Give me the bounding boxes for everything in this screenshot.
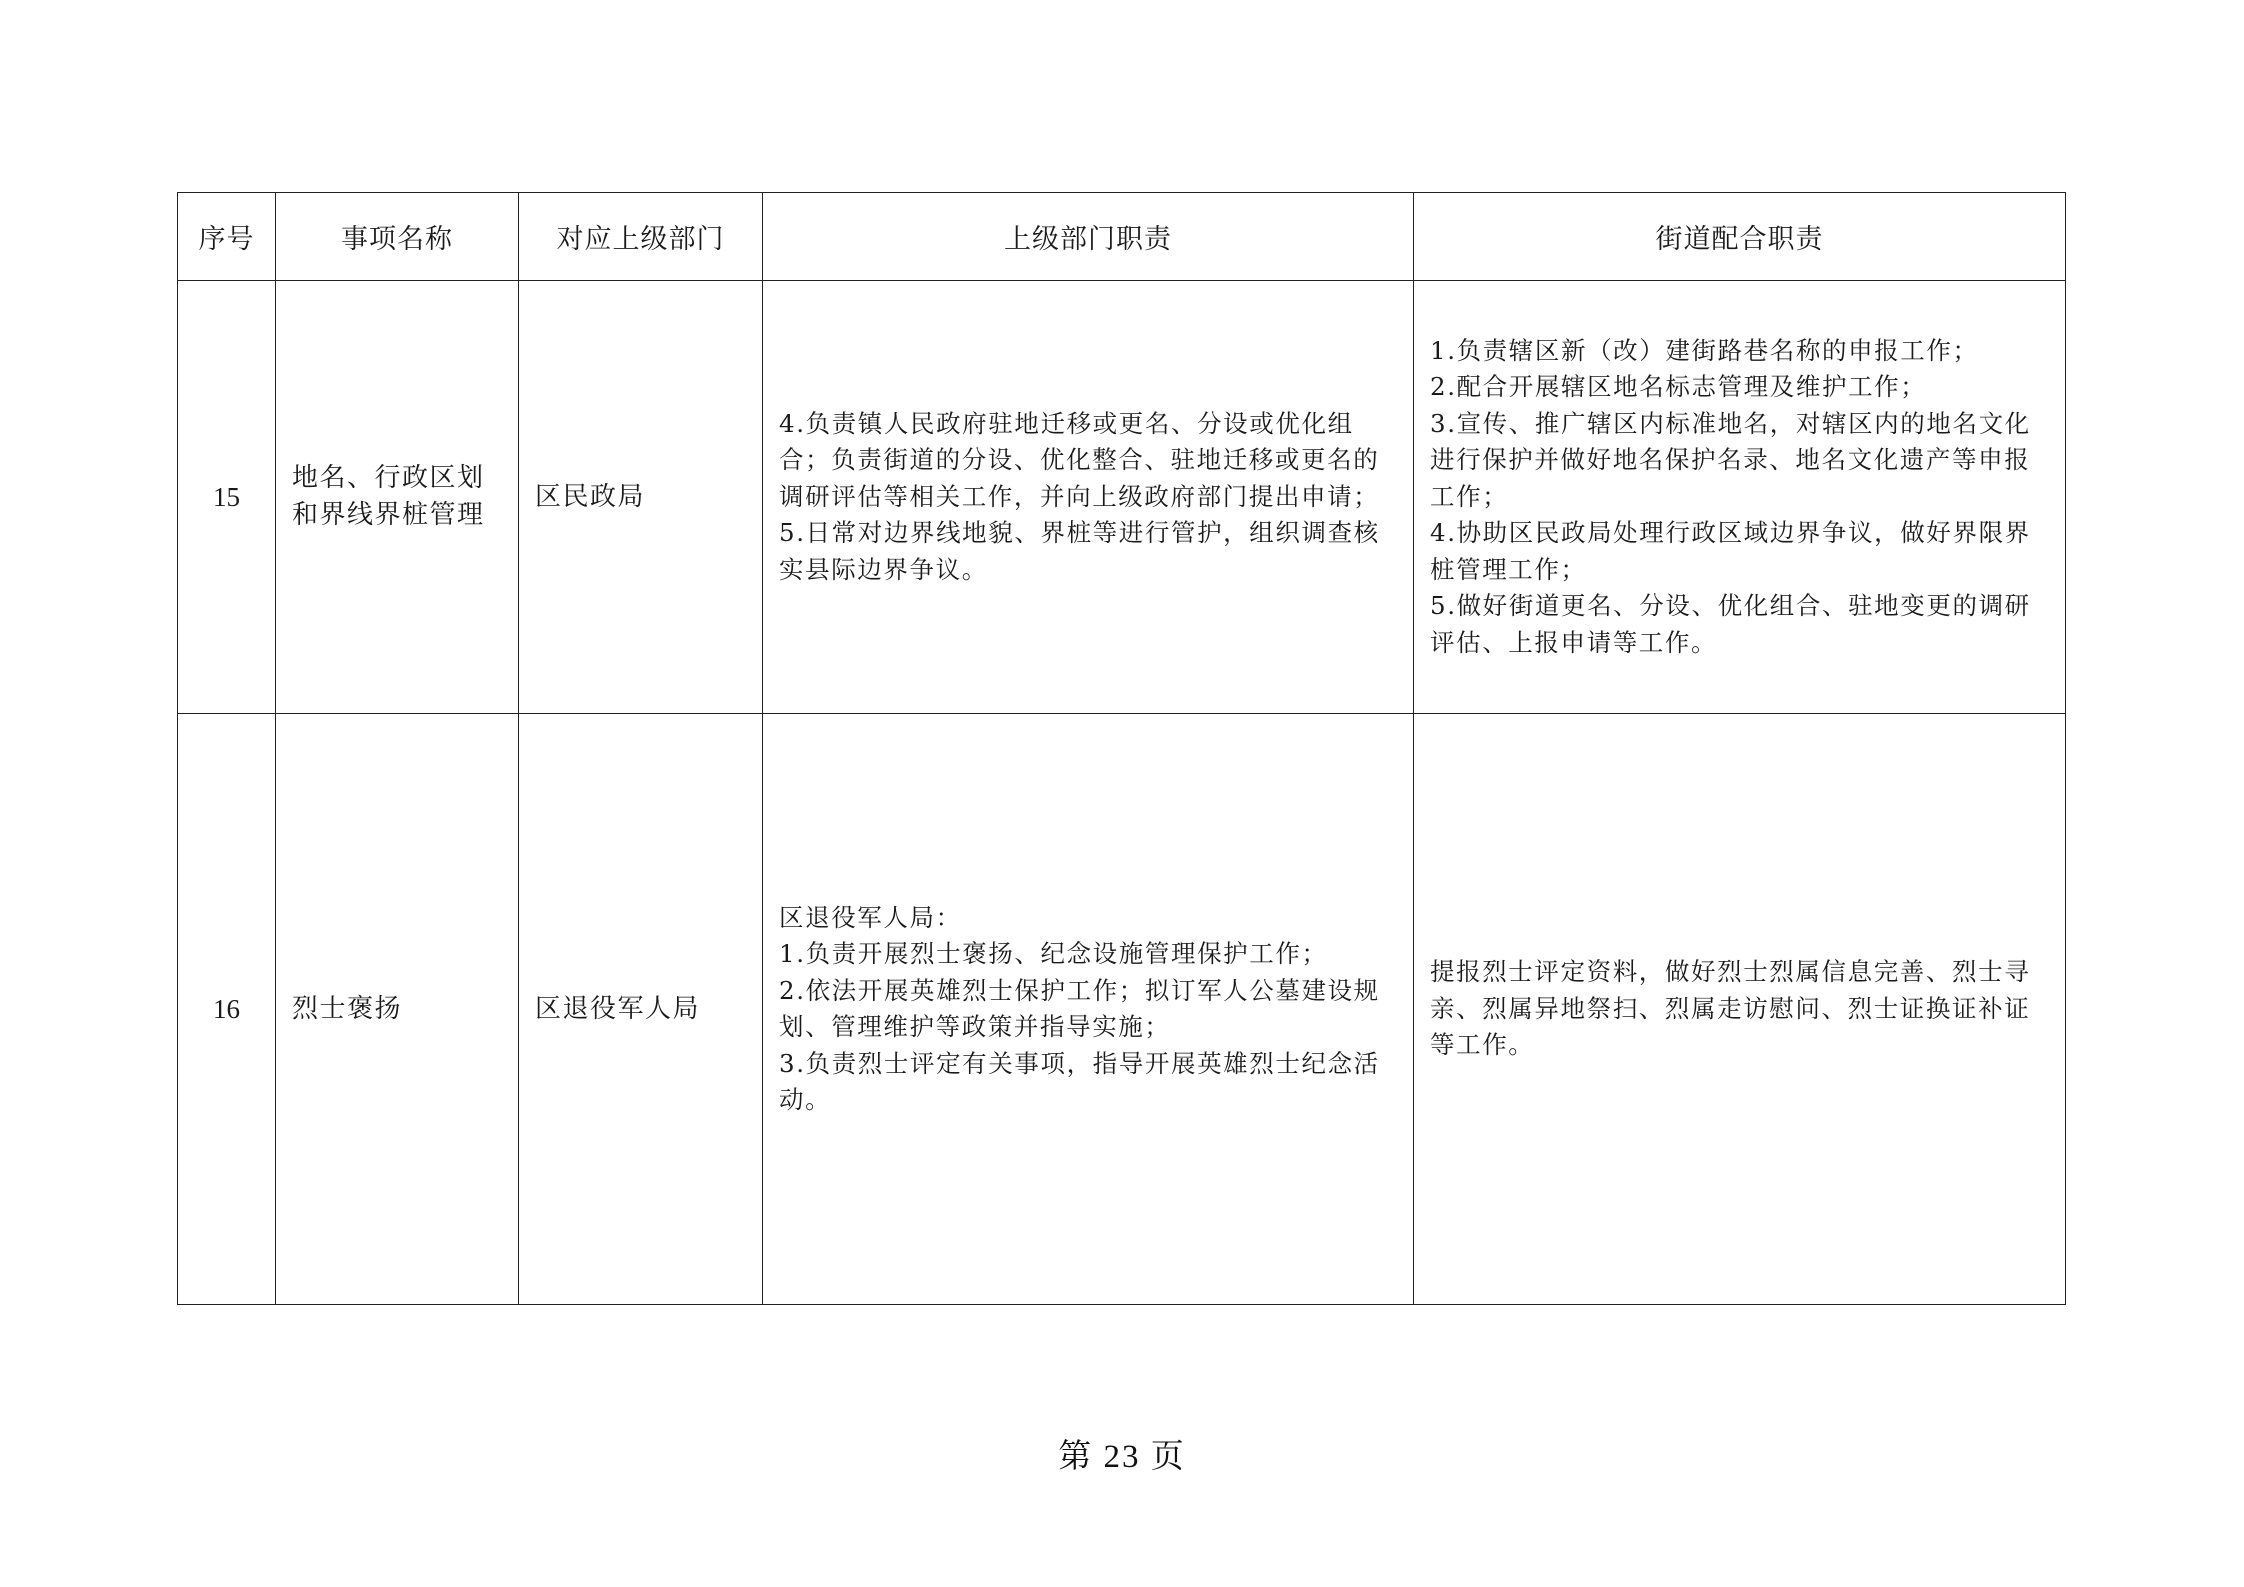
page-number: 第 23 页 — [1058, 1439, 1186, 1475]
item-name-cell: 地名、行政区划和界线界桩管理 — [276, 281, 519, 714]
superior-duty-item: 4.负责镇人民政府驻地迁移或更名、分设或优化组合；负责街道的分设、优化整合、驻地迁移或更名的调研评估等相关工作，并向上级政府部门提出申请； — [779, 408, 1380, 511]
street-duty-item: 1.负责辖区新（改）建街路巷名称的申报工作； — [1430, 335, 1979, 365]
superior-duty-item: 5.日常对边界线地貌、界桩等进行管护，组织调查核实县际边界争议。 — [779, 518, 1380, 584]
header-serial-number: 序号 — [178, 193, 276, 281]
street-duty-item: 3.宣传、推广辖区内标准地名，对辖区内的地名文化进行保护并做好地名保护名录、地名文化遗产等申报工作； — [1430, 408, 2031, 511]
table-row — [178, 714, 2066, 1305]
street-duty-item: 4.协助区民政局处理行政区域边界争议，做好界限界桩管理工作； — [1430, 518, 2031, 584]
superior-duty-item: 区退役军人局： — [779, 902, 962, 932]
header-item-name: 事项名称 — [276, 193, 519, 281]
superior-duty-item: 2.依法开展英雄烈士保护工作；拟订军人公墓建设规划、管理维护等政策并指导实施； — [779, 975, 1380, 1041]
street-duties-cell — [1414, 281, 2066, 714]
serial-number-cell: 15 — [178, 281, 276, 714]
serial-number-cell: 16 — [178, 714, 276, 1305]
street-duty-item: 提报烈士评定资料，做好烈士烈属信息完善、烈士寻亲、烈属异地祭扫、烈属走访慰问、烈士证换证补证等工作。 — [1430, 957, 2031, 1060]
street-duty-item: 2.配合开展辖区地名标志管理及维护工作； — [1430, 372, 1927, 402]
item-name-cell: 烈士褒扬 — [276, 714, 519, 1305]
table-row — [178, 281, 2066, 714]
superior-department-cell: 区民政局 — [519, 281, 763, 714]
street-duty-item: 5.做好街道更名、分设、优化组合、驻地变更的调研评估、上报申请等工作。 — [1430, 591, 2031, 657]
table-header-row — [178, 193, 2066, 281]
header-street-duties: 街道配合职责 — [1414, 193, 2066, 281]
superior-duty-item: 3.负责烈士评定有关事项，指导开展英雄烈士纪念活动。 — [779, 1048, 1380, 1114]
header-superior-department: 对应上级部门 — [519, 193, 763, 281]
superior-duties-cell — [763, 281, 1414, 714]
superior-department-cell: 区退役军人局 — [519, 714, 763, 1305]
superior-duty-item: 1.负责开展烈士褒扬、纪念设施管理保护工作； — [779, 939, 1328, 968]
superior-duties-cell — [763, 714, 1414, 1305]
duties-table — [177, 192, 2066, 1305]
street-duties-cell — [1414, 714, 2066, 1305]
header-superior-duties: 上级部门职责 — [763, 193, 1414, 281]
